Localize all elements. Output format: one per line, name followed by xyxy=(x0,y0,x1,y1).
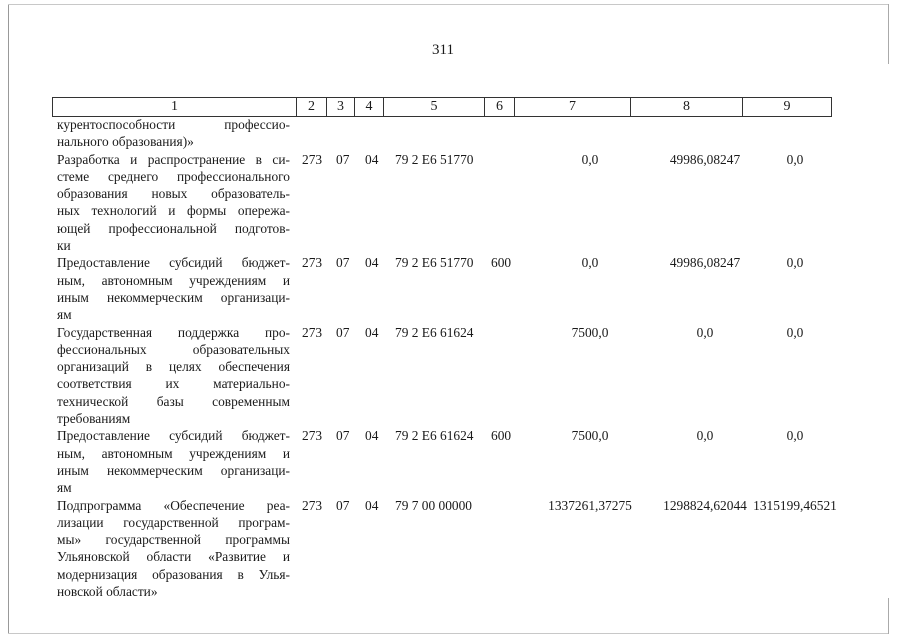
row-description xyxy=(57,497,290,601)
column-header-8: 8 xyxy=(631,98,743,117)
amount-col8-cell: 49986,08247 xyxy=(669,151,741,167)
page-border-bottom xyxy=(8,633,888,634)
table-row xyxy=(57,497,847,601)
table-row xyxy=(57,151,847,255)
section-code-cell: 07 xyxy=(336,497,350,513)
description-line: ным, автономным учреждениям и xyxy=(57,272,290,288)
description-line: образования новых образователь- xyxy=(57,186,290,202)
table-row xyxy=(57,116,847,151)
table-row xyxy=(57,324,847,428)
amount-col7-cell: 0,0 xyxy=(581,255,599,271)
description-line: Государственная поддержка про- xyxy=(57,324,290,340)
amount-col9-cell: 0,0 xyxy=(786,255,804,271)
row-description xyxy=(57,427,290,496)
table-row xyxy=(57,254,847,323)
subsection-code-cell: 04 xyxy=(365,497,379,513)
description-line: иным некоммерческим организаци- xyxy=(57,289,290,305)
column-header-1: 1 xyxy=(53,98,297,117)
amount-col9-cell: 0,0 xyxy=(786,324,804,340)
description-line: нального образования)» xyxy=(57,134,194,150)
ministry-code-cell: 273 xyxy=(302,151,323,167)
page-border-right-top xyxy=(888,4,889,64)
column-header-row xyxy=(52,97,832,117)
description-line: ки xyxy=(57,238,71,254)
amount-col8-cell: 1298824,62044 xyxy=(663,497,747,513)
description-line: иным некоммерческим организаци- xyxy=(57,462,290,478)
column-header-2: 2 xyxy=(297,98,327,117)
amount-col9-cell: 0,0 xyxy=(786,151,804,167)
description-line: Ульяновской области «Развитие и xyxy=(57,549,290,565)
description-line: модернизация образования в Улья- xyxy=(57,566,290,582)
column-header-9: 9 xyxy=(743,98,832,117)
target-item-code-cell: 79 2 E6 51770 xyxy=(395,151,474,167)
column-header-5: 5 xyxy=(384,98,485,117)
description-line: технической базы современным xyxy=(57,393,290,409)
ministry-code-cell: 273 xyxy=(302,428,323,444)
target-item-code-cell: 79 2 E6 61624 xyxy=(395,428,474,444)
description-line: соответствия их материально- xyxy=(57,376,290,392)
table-body xyxy=(57,116,847,600)
description-line: новской области» xyxy=(57,584,158,600)
description-line: Предоставление субсидий бюджет- xyxy=(57,428,290,444)
target-item-code-cell: 79 2 E6 61624 xyxy=(395,324,474,340)
page-number: 311 xyxy=(432,42,454,58)
subsection-code-cell: 04 xyxy=(365,324,379,340)
column-header-3: 3 xyxy=(327,98,355,117)
expense-type-cell: 600 xyxy=(491,255,512,271)
description-line: ным, автономным учреждениям и xyxy=(57,445,290,461)
description-line: мы» государственной программы xyxy=(57,532,290,548)
row-description xyxy=(57,116,290,151)
description-line: стеме среднего профессионального xyxy=(57,168,290,184)
description-line: Разработка и распространение в си- xyxy=(57,151,290,167)
subsection-code-cell: 04 xyxy=(365,255,379,271)
ministry-code-cell: 273 xyxy=(302,497,323,513)
ministry-code-cell: 273 xyxy=(302,324,323,340)
description-line: ям xyxy=(57,307,72,323)
amount-col8-cell: 49986,08247 xyxy=(669,255,741,271)
amount-col7-cell: 0,0 xyxy=(581,151,599,167)
description-line: ных технологий и формы опережа- xyxy=(57,203,290,219)
page-border-left xyxy=(8,4,9,634)
column-header-6: 6 xyxy=(485,98,515,117)
section-code-cell: 07 xyxy=(336,151,350,167)
amount-col7-cell: 1337261,37275 xyxy=(548,497,632,513)
column-header-4: 4 xyxy=(355,98,384,117)
column-header-7: 7 xyxy=(515,98,631,117)
section-code-cell: 07 xyxy=(336,428,350,444)
target-item-code-cell: 79 7 00 00000 xyxy=(395,497,472,513)
subsection-code-cell: 04 xyxy=(365,428,379,444)
description-line: лизации государственной програм- xyxy=(57,514,290,530)
subsection-code-cell: 04 xyxy=(365,151,379,167)
description-line: требованиям xyxy=(57,411,131,427)
page-border-right-bottom xyxy=(888,598,889,634)
description-line: ющей профессиональной подготов- xyxy=(57,220,290,236)
page-border-top xyxy=(8,4,888,5)
table-row xyxy=(57,427,847,496)
description-line: ям xyxy=(57,480,72,496)
description-line: Предоставление субсидий бюджет- xyxy=(57,255,290,271)
amount-col7-cell: 7500,0 xyxy=(571,324,609,340)
section-code-cell: 07 xyxy=(336,324,350,340)
row-description xyxy=(57,151,290,255)
row-description xyxy=(57,324,290,428)
expense-type-cell: 600 xyxy=(491,428,512,444)
ministry-code-cell: 273 xyxy=(302,255,323,271)
description-line: фессиональных образовательных xyxy=(57,341,290,357)
description-line: курентоспособности профессио- xyxy=(57,117,290,132)
amount-col7-cell: 7500,0 xyxy=(571,428,609,444)
description-line: организаций в целях обеспечения xyxy=(57,359,290,375)
amount-col8-cell: 0,0 xyxy=(696,428,714,444)
target-item-code-cell: 79 2 E6 51770 xyxy=(395,255,474,271)
amount-col9-cell: 0,0 xyxy=(786,428,804,444)
row-description xyxy=(57,254,290,323)
amount-col9-cell: 1315199,46521 xyxy=(753,497,837,513)
description-line: Подпрограмма «Обеспечение реа- xyxy=(57,497,290,513)
section-code-cell: 07 xyxy=(336,255,350,271)
amount-col8-cell: 0,0 xyxy=(696,324,714,340)
